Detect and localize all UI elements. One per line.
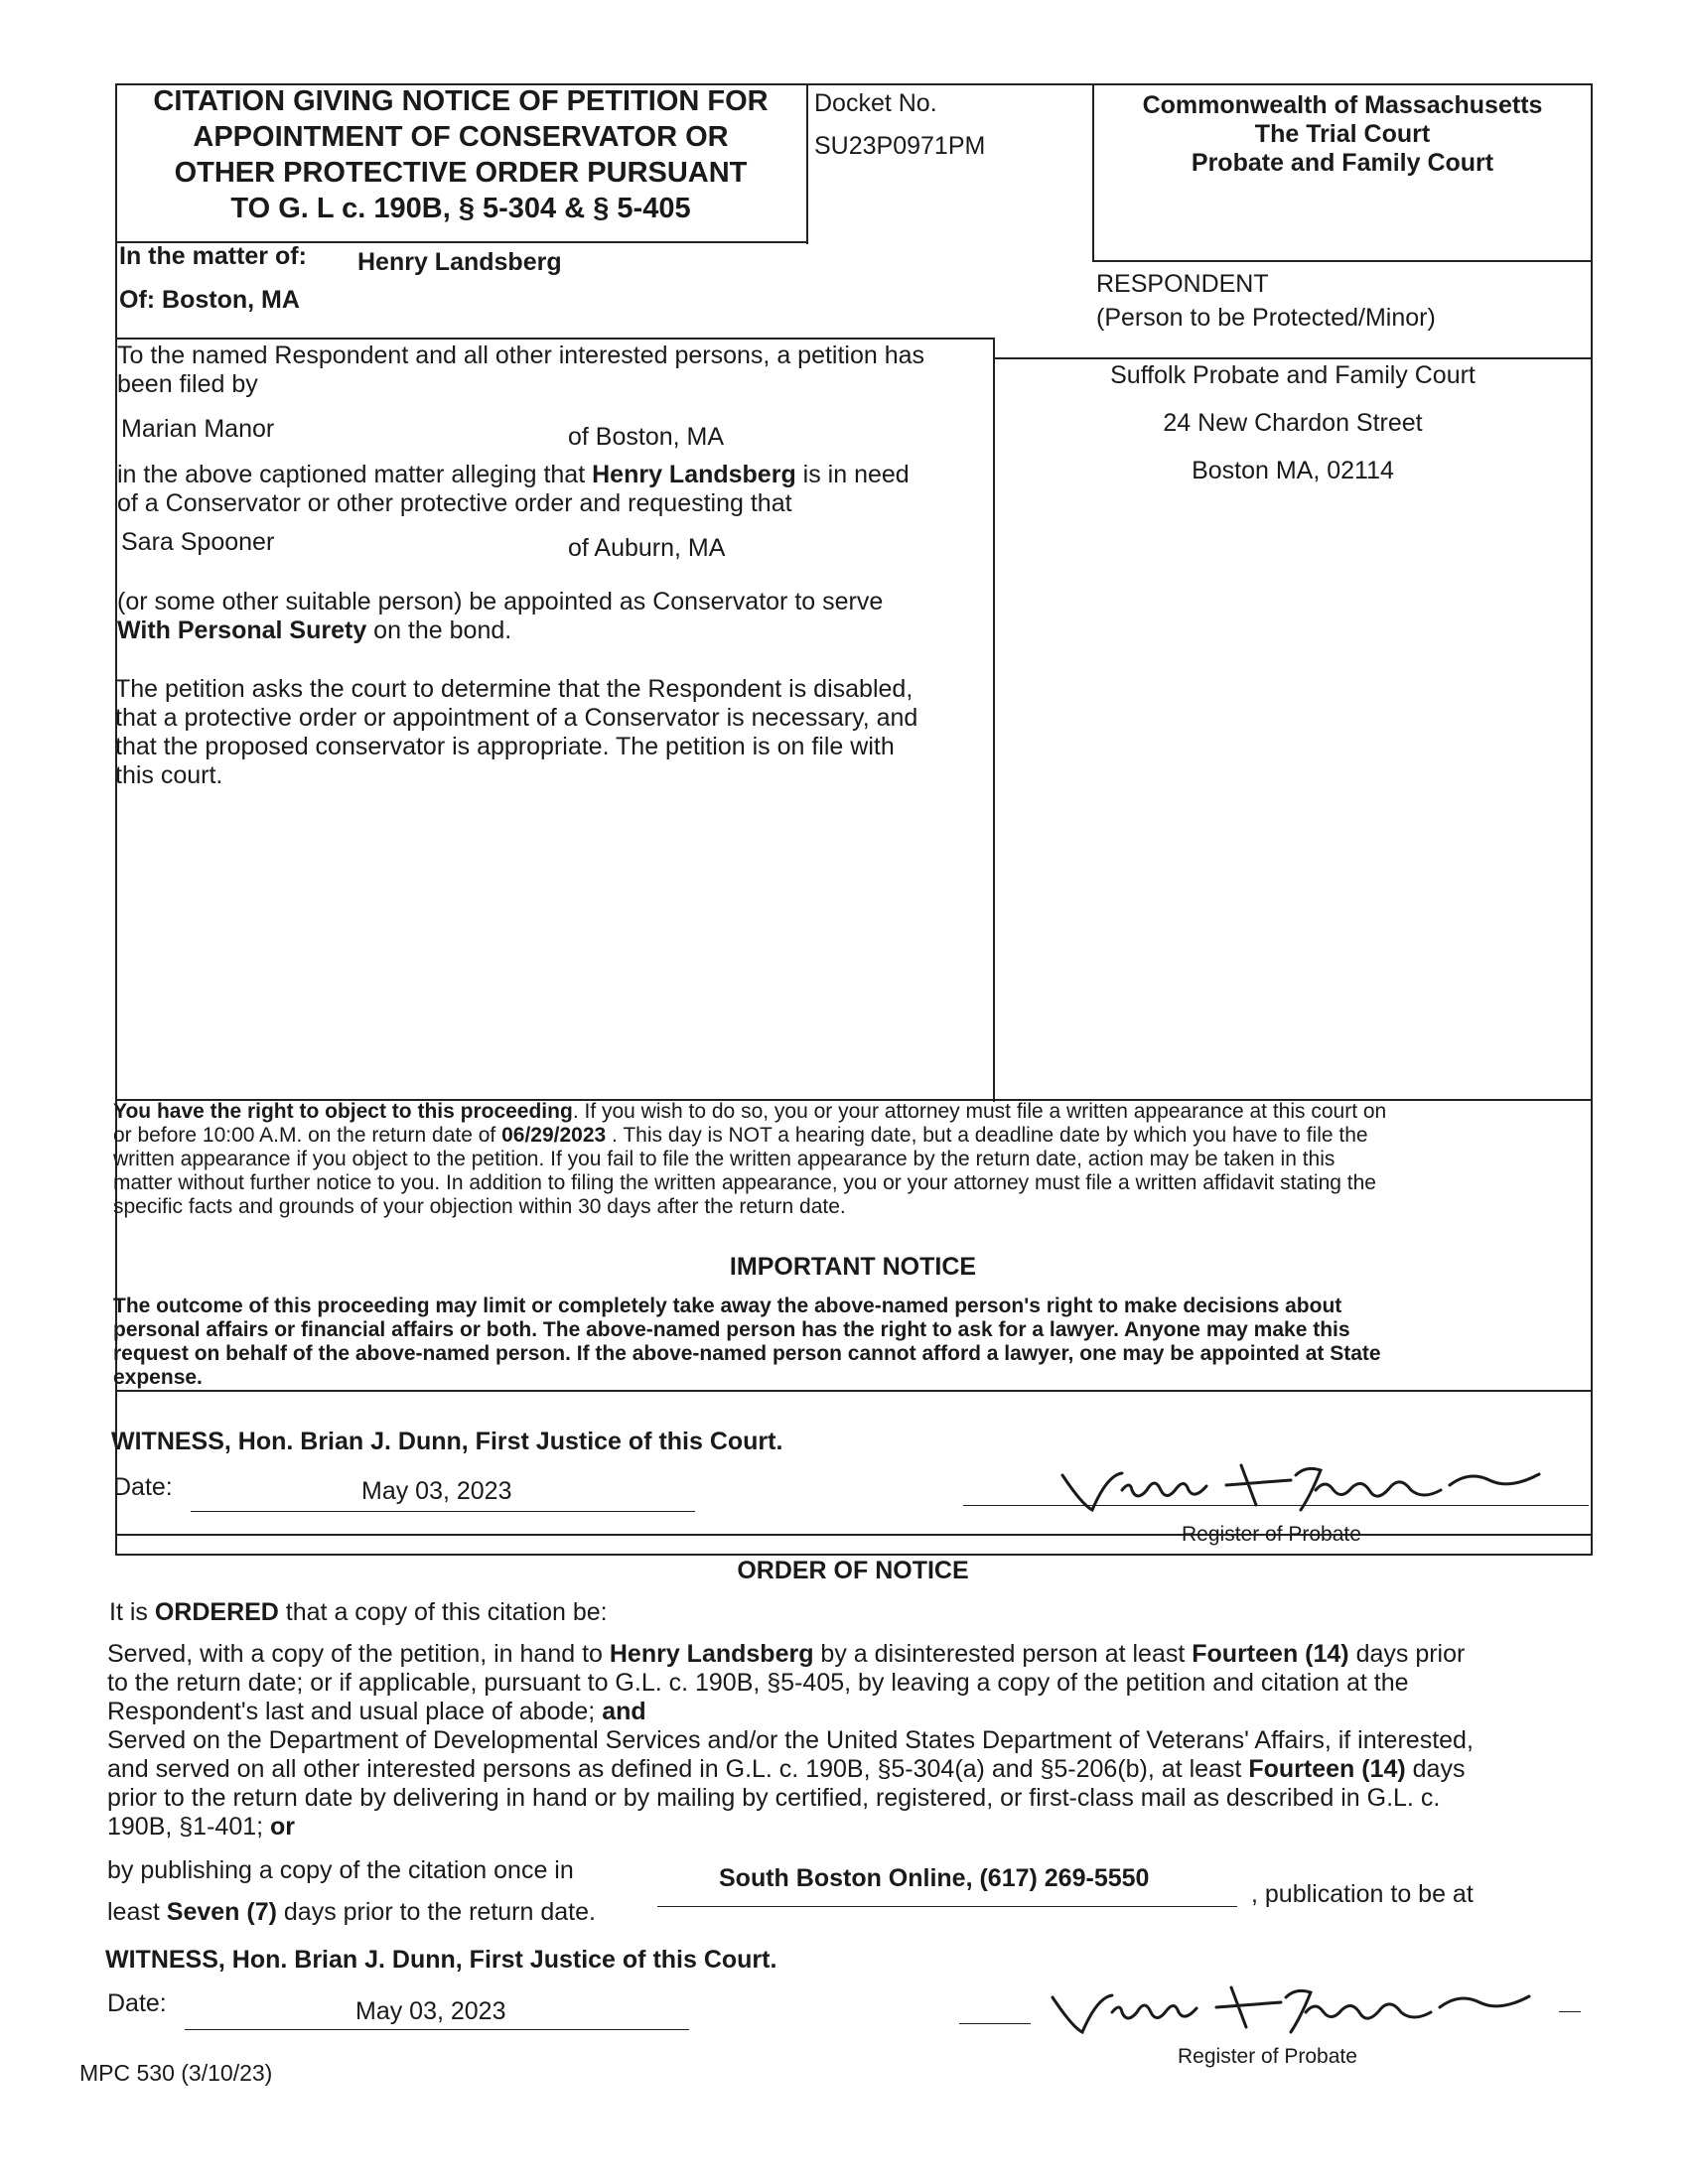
order-served: Served, with a copy of the petition, in hand to Henry Landsberg by a disinterested person at least Fourteen (14) days prior to the return date; or if applicable, pursuant to G.L. c. 190B, §5-405, by leaving a copy of the petition and citation at the Respondent's last and usual place of abode; and Served on the Department of Developmental Services and/or the United States Department of Veterans' Affairs, if interested, and served on all other interested persons as defined in G.L. c. 190B, §5-304(a) and §5-206(b), at least Fourteen (14) days prior to the return date by delivering in hand or by mailing by certified, registered, or first-class mail as described in G.L. c. 190B, §1-401; or [107, 1640, 1474, 1841]
right-to-object: You have the right to object to this proceeding. If you wish to do so, you or your attorney must file a written appearance at this court on or before 10:00 A.M. on the return date of 06/29/2023 . This day is NOT a hearing date, but a deadline date by which you have to file the written appearance if you object to the petition. If you fail to file the written appearance by the return date, action may be taken in this matter without further notice to you. In addition to filing the written appearance, you or your attorney must file a written affidavit stating the specific facts and grounds of your objection within 30 days after the return date. [113, 1100, 1387, 1218]
signature-underline-2 [959, 2023, 1031, 2024]
witness-date: May 03, 2023 [361, 1477, 512, 1505]
order-least: least Seven (7) days prior to the return date. [107, 1898, 596, 1926]
citation-title: CITATION GIVING NOTICE OF PETITION FOR APPOINTMENT OF CONSERVATOR OR OTHER PROTECTIVE ORDER PURSUANT TO G. L c. 190B, § 5-304 & § 5-405 [153, 85, 769, 224]
important-notice: The outcome of this proceeding may limit or completely take away the above-named person's right to make decisions about personal affairs or financial affairs or both. The above-named person has the right to ask for a lawyer. Anyone may make this request on behalf of the above-named person. If the above-named person cannot afford a lawyer, one may be appointed at State expense. [113, 1295, 1381, 1389]
date-underline [191, 1511, 695, 1512]
matter-label: In the matter of: [119, 242, 307, 270]
petition-alleging: in the above captioned matter alleging that Henry Landsberg is in need of a Conservator or other protective order and requesting that [117, 461, 910, 517]
docket-label: Docket No. [814, 89, 937, 117]
respondent-label: RESPONDENT [1096, 270, 1269, 298]
signature-tick [1559, 2011, 1581, 2012]
proposed-location: of Auburn, MA [568, 534, 726, 562]
witness-date-2: May 03, 2023 [355, 1997, 506, 2025]
petitioner-location: of Boston, MA [568, 423, 725, 451]
witness-statement: WITNESS, Hon. Brian J. Dunn, First Justice of this Court. [111, 1428, 783, 1455]
petitioner-name: Marian Manor [121, 415, 275, 443]
petition-suitable: (or some other suitable person) be appointed as Conservator to serve With Personal Surety on the bond. [117, 588, 884, 644]
register-signature-2 [1043, 1978, 1559, 2047]
form-id: MPC 530 (3/10/23) [79, 2060, 273, 2086]
publication-name: South Boston Online, (617) 269-5550 [719, 1864, 1150, 1892]
court-address: Suffolk Probate and Family Court 24 New Chardon Street Boston MA, 02114 [1110, 361, 1476, 484]
order-heading: ORDER OF NOTICE [737, 1557, 969, 1584]
respondent-name: Henry Landsberg [357, 248, 562, 276]
witness-statement-2: WITNESS, Hon. Brian J. Dunn, First Justice of this Court. [105, 1946, 777, 1974]
petition-intro: To the named Respondent and all other interested persons, a petition has been filed by [117, 341, 925, 398]
important-heading: IMPORTANT NOTICE [729, 1253, 977, 1281]
respondent-sublabel: (Person to be Protected/Minor) [1096, 304, 1436, 332]
order-publish: by publishing a copy of the citation once in [107, 1856, 574, 1884]
court-heading: Commonwealth of Massachusetts The Trial Court Probate and Family Court [1142, 91, 1543, 177]
register-title-2: Register of Probate [1178, 2045, 1357, 2068]
order-ordered: It is ORDERED that a copy of this citation be: [109, 1598, 608, 1626]
petition-asks: The petition asks the court to determine that the Respondent is disabled, that a protective order or appointment of a Conservator is necessary, and that the proposed conservator is appropriate. The petition is on file with this court. [115, 675, 918, 789]
register-signature [1053, 1455, 1569, 1525]
respondent-location: Of: Boston, MA [119, 286, 300, 314]
docket-number: SU23P0971PM [814, 132, 986, 160]
date-label: Date: [113, 1473, 173, 1501]
proposed-conservator: Sara Spooner [121, 528, 275, 556]
date-underline-2 [185, 2029, 689, 2030]
order-publish-tail: , publication to be at [1251, 1880, 1474, 1908]
date-label-2: Date: [107, 1989, 167, 2017]
register-title: Register of Probate [1182, 1523, 1361, 1546]
publication-underline [657, 1906, 1237, 1907]
